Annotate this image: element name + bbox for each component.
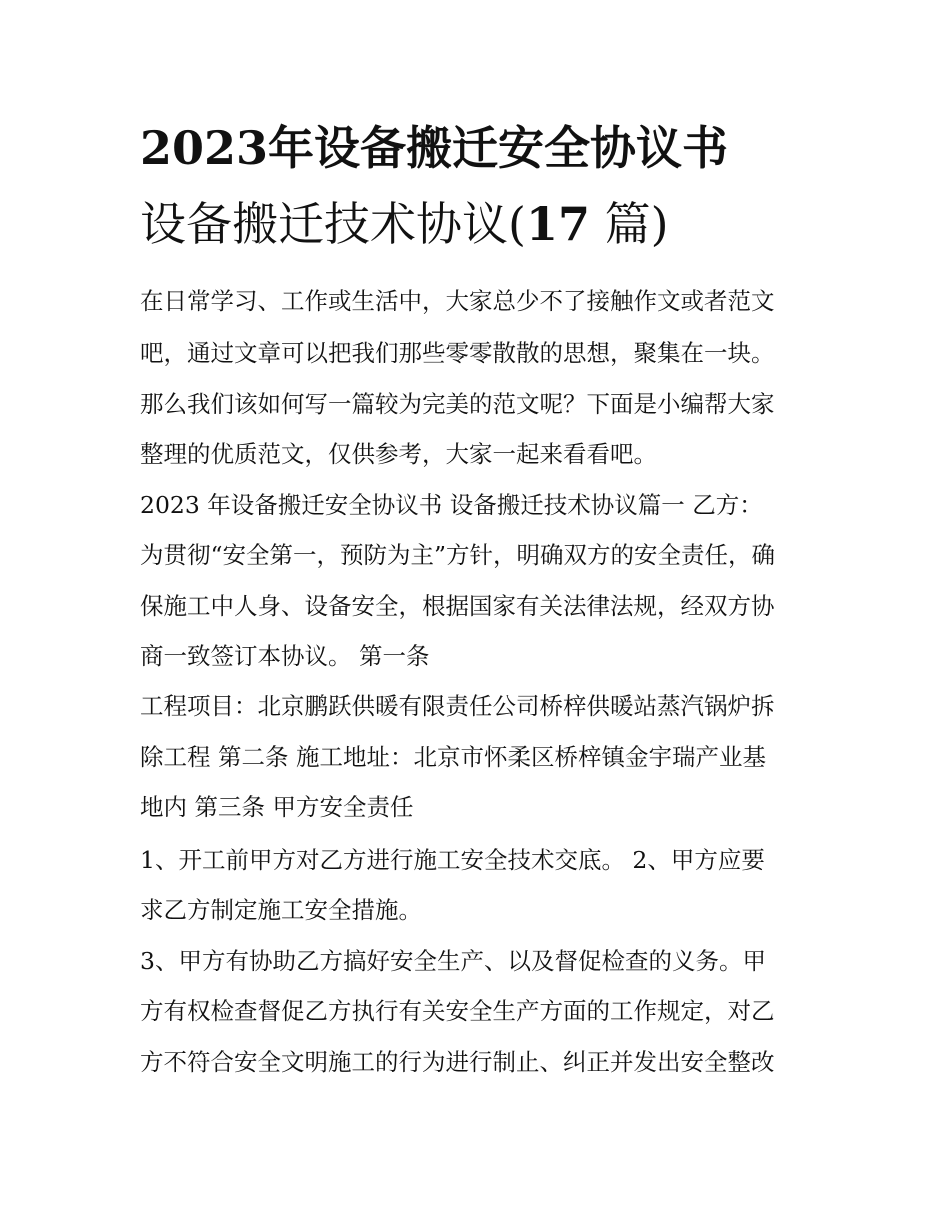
body-line: 3、甲方有协助乙方搞好安全生产、以及督促检查的义务。甲 [140, 947, 766, 975]
body-line: 在日常学习、工作或生活中，大家总少不了接触作文或者范文 [140, 287, 775, 315]
body-line: 商一致签订本协议。 第一条 [140, 642, 430, 670]
title-line-2-count: 17 [525, 197, 590, 251]
body-line: 保施工中人身、设备安全，根据国家有关法律法规，经双方协 [140, 592, 775, 620]
body-line: 除工程 第二条 施工地址：北京市怀柔区桥梓镇金宇瑞产业基 [140, 743, 766, 771]
document-title-line-2 [140, 196, 840, 252]
body-line: 方有权检查督促乙方执行有关安全生产方面的工作规定，对乙 [140, 997, 775, 1025]
body-line: 那么我们该如何写一篇较为完美的范文呢？下面是小编帮大家 [140, 390, 775, 418]
body-line: 方不符合安全文明施工的行为进行制止、纠正并发出安全整改 [140, 1048, 775, 1076]
body-line: 2023 年设备搬迁安全协议书 设备搬迁技术协议篇一 乙方： [140, 491, 763, 519]
body-line: 1、开工前甲方对乙方进行施工安全技术交底。 2、甲方应要 [140, 846, 765, 874]
body-line: 整理的优质范文，仅供参考，大家一起来看看吧。 [140, 440, 657, 468]
document-title-line-1: 2023年设备搬迁安全协议书 [140, 121, 729, 175]
body-line: 吧，通过文章可以把我们那些零零散散的思想，聚集在一块。 [140, 339, 775, 367]
title-line-2-tail: 篇) [589, 197, 669, 251]
title-line-2-text: 设备搬迁技术协议( [140, 197, 526, 251]
body-line: 为贯彻“安全第一，预防为主”方针，明确双方的安全责任，确 [140, 541, 776, 569]
body-line: 求乙方制定施工安全措施。 [140, 896, 422, 924]
body-line: 地内 第三条 甲方安全责任 [140, 793, 414, 821]
body-line: 工程项目：北京鹏跃供暖有限责任公司桥梓供暖站蒸汽锅炉拆 [140, 692, 775, 720]
